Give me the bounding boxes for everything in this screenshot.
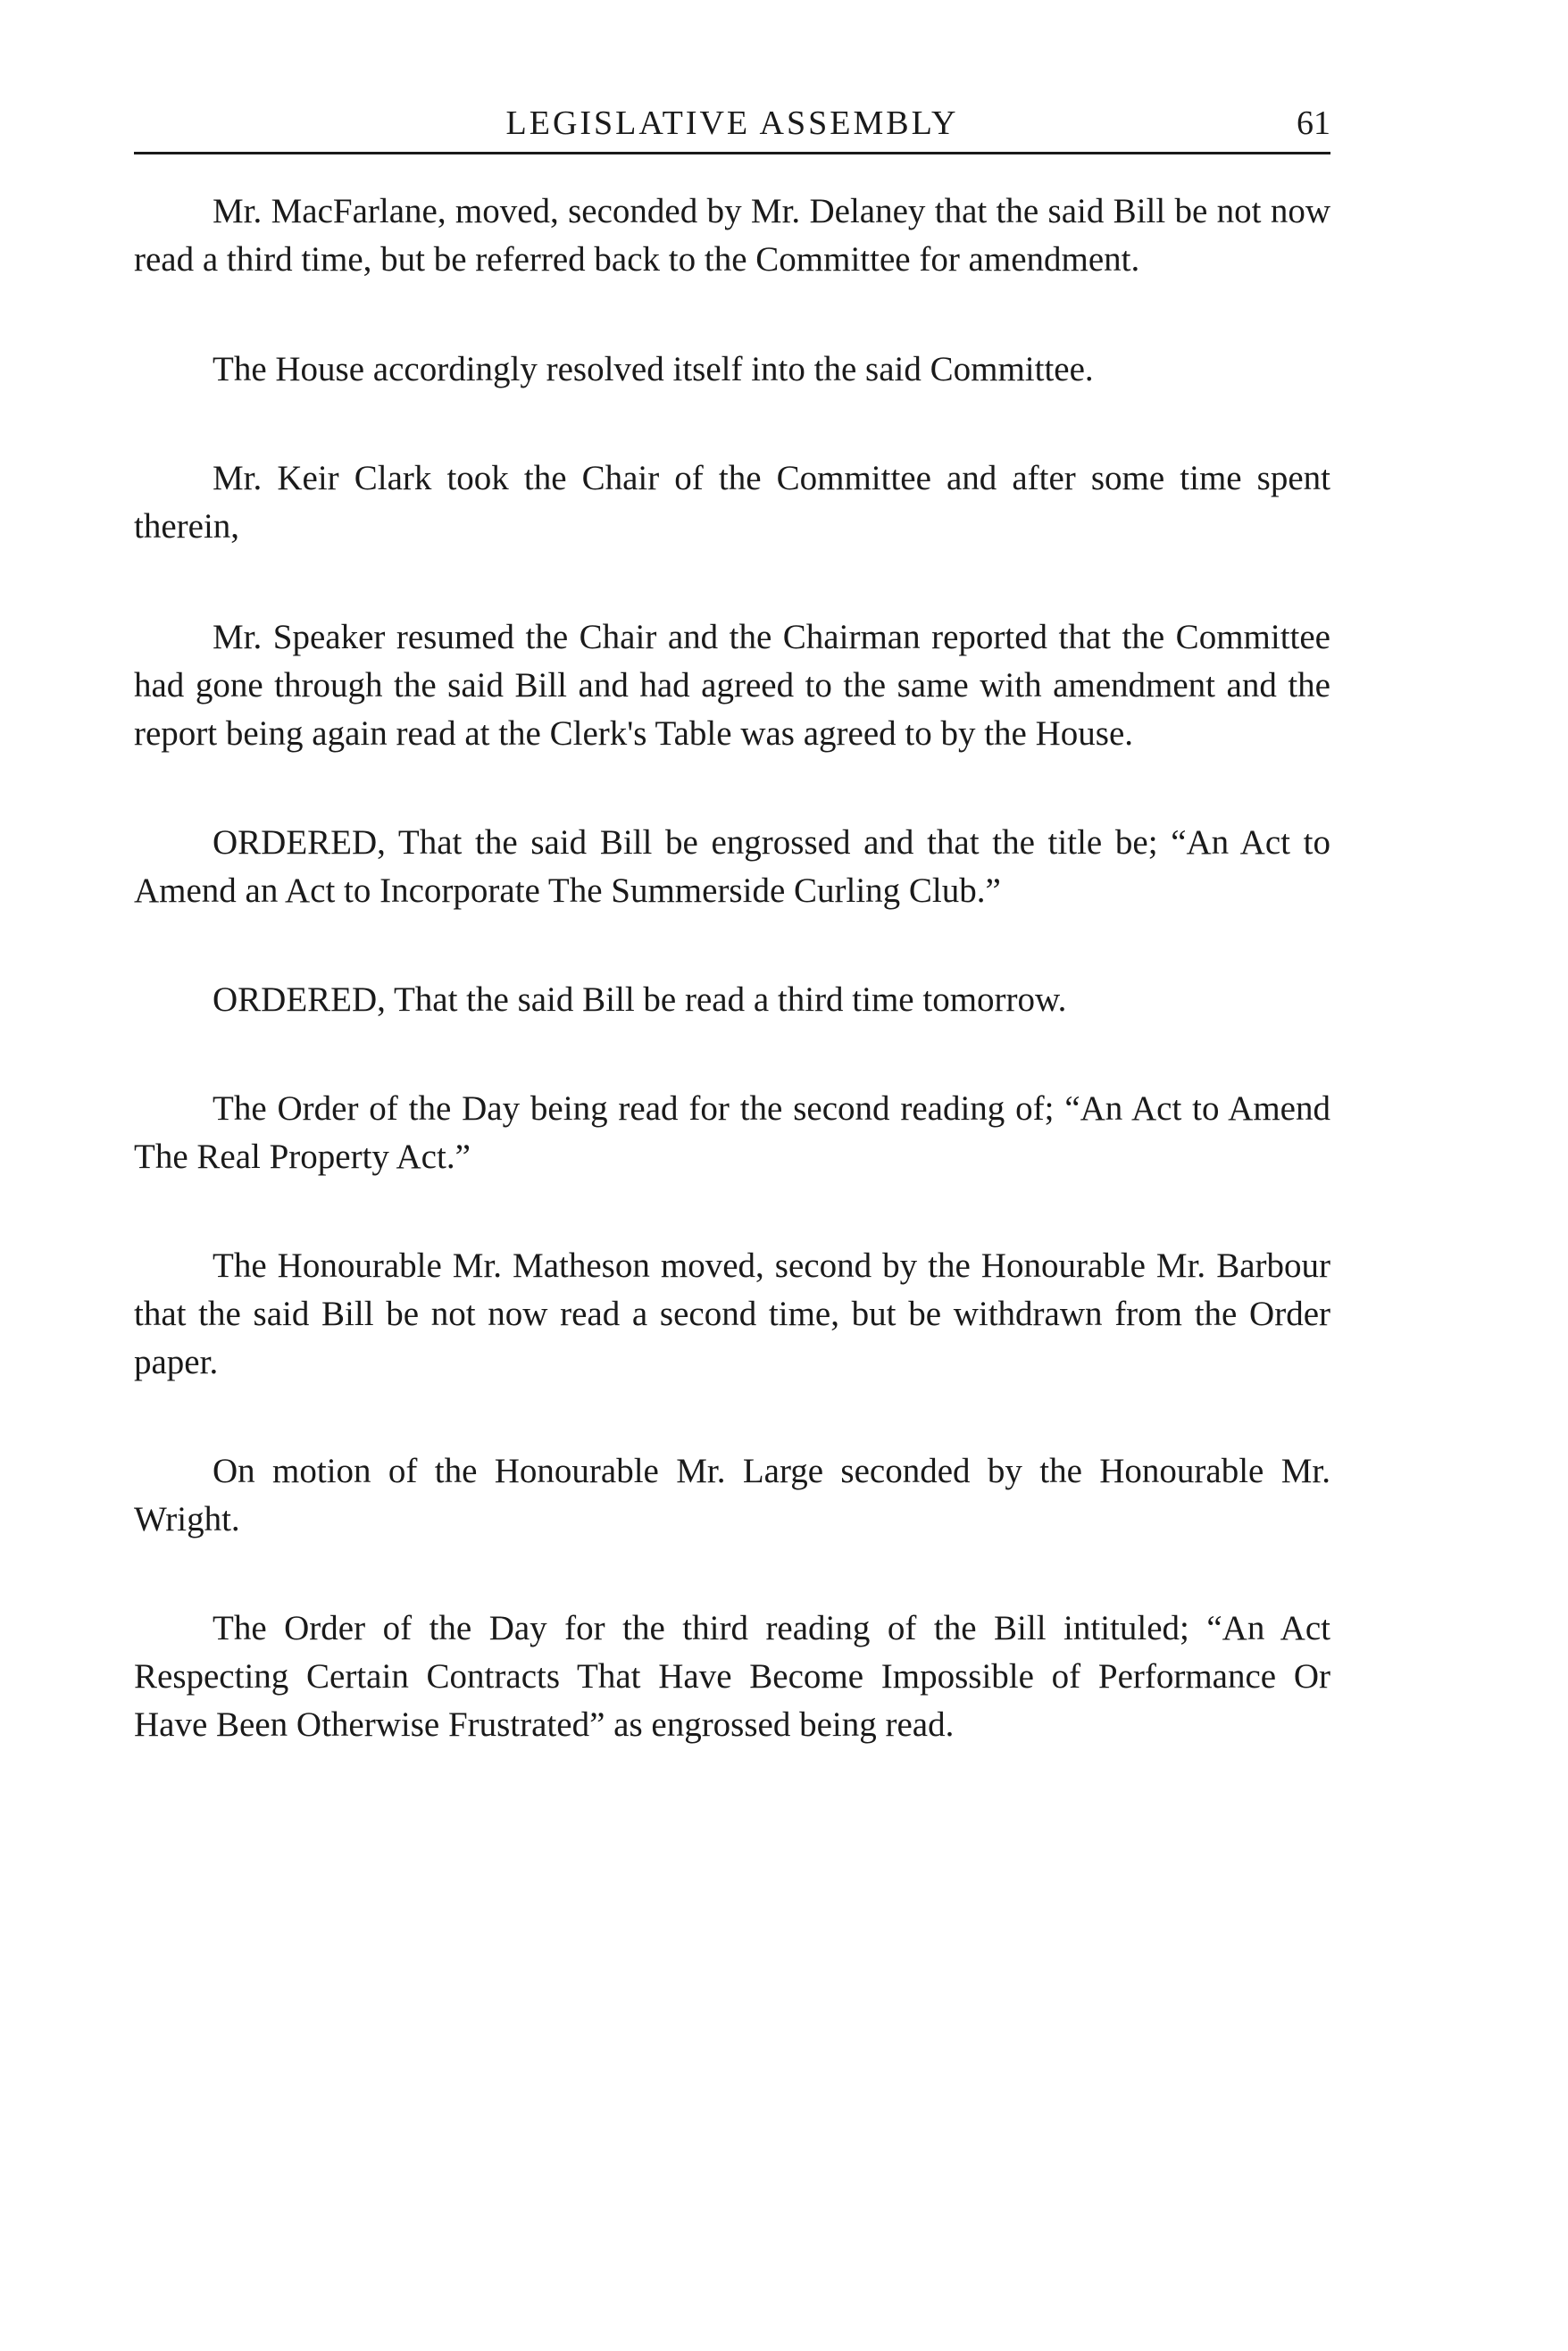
body-text [134,188,1330,1749]
paragraph-ordered-engrossed: ORDERED, That the said Bill be engrossed and that the title be; “An Act to Amend an Act to Incorporate The Summerside Curling Club.” [134,823,1330,910]
paragraph-motion-macfarlane: Mr. MacFarlane, moved, seconded by Mr. Delaney that the said Bill be not now read a third time, but be referred back to the Committee for amendment. [134,192,1330,279]
paragraph-chair-taken: Mr. Keir Clark took the Chair of the Committee and after some time spent therein, [134,459,1330,546]
header-rule [134,152,1330,154]
running-head [134,96,1330,150]
paragraph-order-of-day-third-reading: The Order of the Day for the third reading of the Bill intituled; “An Act Respecting Certain Contracts That Have Become Impossible of Performance Or Have Been Otherwise Frustrated” as engrossed being read. [134,1609,1330,1744]
paragraph-large-motion: On motion of the Honourable Mr. Large seconded by the Honourable Mr. Wright. [134,1452,1330,1538]
paragraph-ordered-third-reading: ORDERED, That the said Bill be read a third time tomorrow. [213,980,1067,1019]
paragraph-order-of-day-second-reading: The Order of the Day being read for the second reading of; “An Act to Amend The Real Property Act.” [134,1089,1330,1176]
paragraph-house-resolved: The House accordingly resolved itself into the said Committee. [213,350,1094,388]
running-title: LEGISLATIVE ASSEMBLY [505,104,959,142]
page-number: 61 [1297,104,1330,142]
paragraph-speaker-resumed: Mr. Speaker resumed the Chair and the Chairman reported that the Committee had gone through the said Bill and had agreed to the same with amendment and the report being again read at the Clerk's Table was agreed to by the House. [134,618,1330,753]
paragraph-matheson-motion: The Honourable Mr. Matheson moved, second by the Honourable Mr. Barbour that the said Bill be not now read a second time, but be withdrawn from the Order paper. [134,1246,1330,1381]
